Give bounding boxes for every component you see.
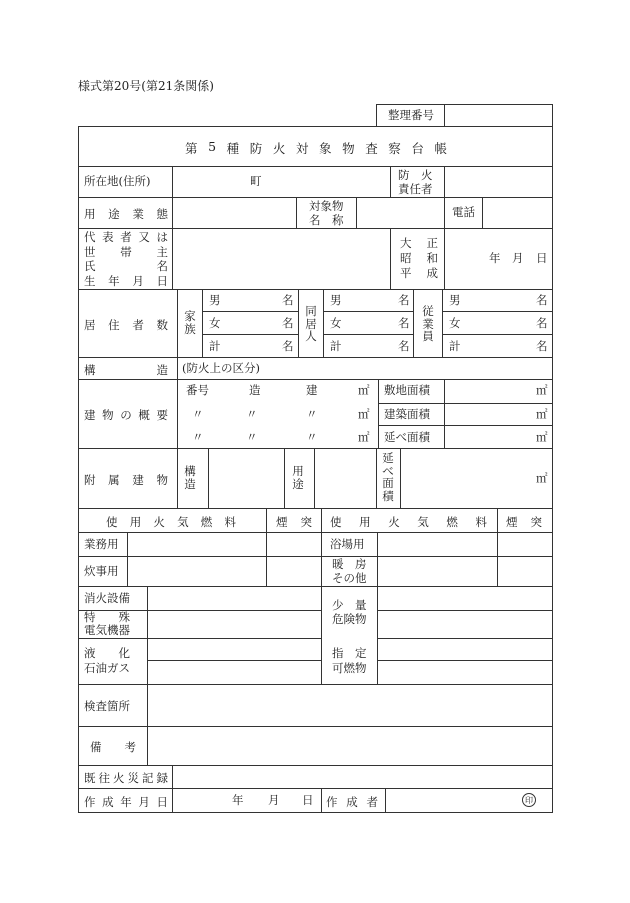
building-overview-label: 建 物 の 概 要 <box>84 408 168 422</box>
ditto-mark: 〃 <box>246 430 258 444</box>
building-area-unit: ㎡ <box>358 383 370 397</box>
lodger-total-unit: 名 <box>398 339 410 353</box>
created-day-label: 日 <box>302 793 314 807</box>
inspection-points-label: 検査箇所 <box>84 699 130 713</box>
bath-fuel-field[interactable] <box>378 533 497 556</box>
annex-building-label: 附 属 建 物 <box>84 473 168 487</box>
building-area-unit: ㎡ <box>358 430 370 444</box>
fire-manager-label: 防 火 責任者 <box>398 168 433 196</box>
annex-use-field[interactable] <box>315 449 376 508</box>
object-name-label: 対象物 名 称 <box>309 199 344 227</box>
use-type-field[interactable] <box>173 198 296 228</box>
reference-number-label: 整理番号 <box>388 108 434 122</box>
residents-label: 居 住 者 数 <box>84 318 168 332</box>
employee-male-label: 男 <box>449 293 461 307</box>
reference-number-field[interactable] <box>445 105 552 126</box>
author-field[interactable] <box>386 789 516 812</box>
created-date-label: 作 成 年 月 日 <box>84 795 168 809</box>
fire-history-label: 既 往 火 災 記 録 <box>84 771 168 785</box>
building-area-unit: ㎡ <box>358 407 370 421</box>
building-structure-label: 造 <box>249 383 261 397</box>
ditto-mark: 〃 <box>192 430 204 444</box>
form-number: 様式第20号(第21条関係) <box>78 79 214 93</box>
fuel-header: 使 用 火 気 燃 料 <box>106 515 236 529</box>
annex-structure-field[interactable] <box>209 449 284 508</box>
birth-month-label: 月 <box>512 251 524 265</box>
cooking-fuel-field[interactable] <box>128 557 266 586</box>
use-type-label: 用 途 業 態 <box>84 207 168 221</box>
lpg-label: 液 化 石油ガス <box>84 646 130 675</box>
employee-male-unit: 名 <box>536 293 548 307</box>
lodger-total-label: 計 <box>330 339 342 353</box>
family-male-label: 男 <box>209 293 221 307</box>
era-label: 大 正 昭 和 平 成 <box>400 236 438 280</box>
family-total-unit: 名 <box>282 339 294 353</box>
inspection-points-field[interactable] <box>148 685 552 726</box>
family-label: 家 族 <box>184 309 196 336</box>
business-use-label: 業務用 <box>84 537 119 551</box>
family-female-label: 女 <box>209 316 221 330</box>
heating-label: 暖 房 その他 <box>332 557 367 585</box>
ditto-mark: 〃 <box>306 407 318 421</box>
employee-female-label: 女 <box>449 316 461 330</box>
building-no-label: 番号 <box>186 383 209 397</box>
employee-total-label: 計 <box>449 339 461 353</box>
phone-field[interactable] <box>483 198 552 228</box>
ditto-mark: 〃 <box>306 430 318 444</box>
small-hazardous-label: 少 量 危険物 <box>332 598 367 626</box>
annex-use-label: 用 途 <box>292 464 304 491</box>
birth-year-label: 年 <box>489 251 501 265</box>
employee-label: 従 業 員 <box>422 304 434 343</box>
object-name-field[interactable] <box>357 198 444 228</box>
birth-day-label: 日 <box>536 251 548 265</box>
lodger-male-unit: 名 <box>398 293 410 307</box>
remarks-field[interactable] <box>148 727 552 765</box>
employee-total-unit: 名 <box>536 339 548 353</box>
designated-combustible-label: 指 定 可燃物 <box>332 646 367 675</box>
created-year-label: 年 <box>232 793 244 807</box>
lodger-female-unit: 名 <box>398 316 410 330</box>
lodger-label: 同 居 人 <box>305 304 317 343</box>
building-build-label: 建 <box>306 383 318 397</box>
structure-label: 構 造 <box>84 363 168 377</box>
seal-icon: 印 <box>522 793 536 807</box>
site-area-label: 敷地面積 <box>384 383 430 397</box>
site-area-unit: ㎡ <box>536 383 548 397</box>
fuel-header: 使 用 火 気 燃 料 <box>330 515 487 529</box>
lodger-female-label: 女 <box>330 316 342 330</box>
remarks-label: 備 考 <box>90 740 136 754</box>
ditto-mark: 〃 <box>246 407 258 421</box>
structure-field[interactable] <box>290 358 552 379</box>
business-fuel-field[interactable] <box>128 533 266 556</box>
structure-note: (防火上の区分) <box>182 361 260 375</box>
building-area-label: 建築面積 <box>384 407 430 421</box>
floor-area-unit: ㎡ <box>536 430 548 444</box>
heating-fuel-field[interactable] <box>378 557 497 586</box>
form-title: 第 5 種 防 火 対 象 物 査 察 台 帳 <box>185 139 447 156</box>
floor-area-label: 延べ面積 <box>384 430 430 444</box>
annex-area-unit: ㎡ <box>536 471 548 485</box>
author-label: 作 成 者 <box>326 795 378 809</box>
bath-use-label: 浴場用 <box>330 537 365 551</box>
chimney-header: 煙 突 <box>276 515 312 529</box>
lodger-male-label: 男 <box>330 293 342 307</box>
ditto-mark: 〃 <box>192 407 204 421</box>
address-town-label: 町 <box>250 174 262 188</box>
family-female-unit: 名 <box>282 316 294 330</box>
representative-label: 代 表 者 又 は 世 帯 主 氏 名 生 年 月 日 <box>84 230 168 288</box>
fire-manager-field[interactable] <box>445 167 552 197</box>
annex-floor-area-label: 延 べ 面 積 <box>382 451 394 503</box>
family-male-unit: 名 <box>282 293 294 307</box>
address-field[interactable] <box>173 167 390 197</box>
family-total-label: 計 <box>209 339 221 353</box>
created-month-label: 月 <box>268 793 280 807</box>
chimney-header: 煙 突 <box>506 515 542 529</box>
extinguisher-label: 消火設備 <box>84 591 130 605</box>
cooking-use-label: 炊事用 <box>84 564 119 578</box>
special-electric-label: 特 殊 電気機器 <box>84 610 130 637</box>
phone-label: 電話 <box>452 205 475 219</box>
annex-structure-label: 構 造 <box>184 464 196 491</box>
employee-female-unit: 名 <box>536 316 548 330</box>
fire-history-field[interactable] <box>173 766 552 788</box>
representative-name-field[interactable] <box>173 229 390 289</box>
building-area-unit: ㎡ <box>536 407 548 421</box>
address-label: 所在地(住所) <box>84 174 151 188</box>
